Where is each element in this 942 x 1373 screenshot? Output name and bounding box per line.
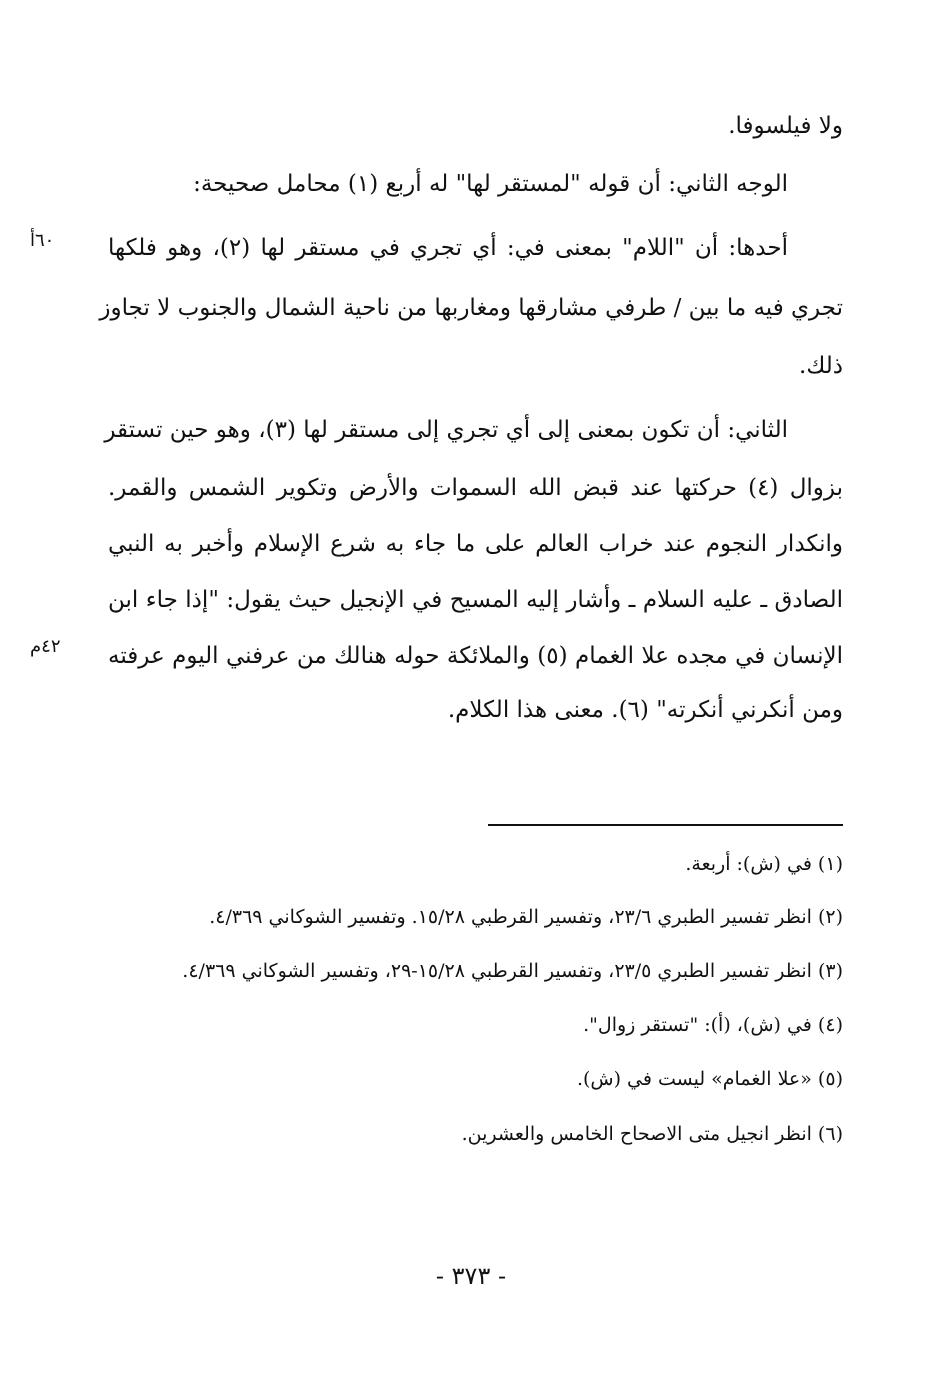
text-line: أحدها: أن "اللام" بمعنى في: أي تجري في مستقر لها (٢)، وهو فلكها <box>108 235 788 261</box>
footnote: (٣) انظر تفسير الطبري ٢٣/٥، وتفسير القرطبي ١٥/٢٨-٢٩، وتفسير الشوكاني ٤/٣٦٩. <box>182 960 843 982</box>
margin-note: ٤٢م <box>30 636 61 657</box>
margin-note: ٦٠أ <box>30 230 55 251</box>
text-line: وانكدار النجوم عند خراب العالم على ما جاء به شرع الإسلام وأخبر به النبي <box>108 531 843 557</box>
footnote: (٢) انظر تفسير الطبري ٢٣/٦، وتفسير القرطبي ١٥/٢٨. وتفسير الشوكاني ٤/٣٦٩. <box>209 906 843 928</box>
footnote: (٥) «علا الغمام» ليست في (ش). <box>576 1068 843 1090</box>
footnote: (٤) في (ش)، (أ): "تستقر زوال". <box>583 1014 843 1036</box>
text-line: ولا فيلسوفا. <box>728 113 843 139</box>
text-line: ومن أنكرني أنكرته" (٦). معنى هذا الكلام. <box>447 697 843 723</box>
text-line: الثاني: أن تكون بمعنى إلى أي تجري إلى مستقر لها (٣)، وهو حين تستقر <box>104 417 788 443</box>
text-line: تجري فيه ما بين / طرفي مشارقها ومغاربها من ناحية الشمال والجنوب لا تجاوز <box>99 295 843 321</box>
text-line: الصادق ـ عليه السلام ـ وأشار إليه المسيح في الإنجيل حيث يقول: "إذا جاء ابن <box>108 587 843 613</box>
page-number: - ٣٧٣ - <box>435 1262 507 1290</box>
text-line: بزوال (٤) حركتها عند قبض الله السموات والأرض وتكوير الشمس والقمر. <box>108 475 843 501</box>
footnote: (١) في (ش): أربعة. <box>685 853 843 875</box>
text-line: ذلك. <box>799 353 843 379</box>
footnote-separator <box>488 824 843 826</box>
footnote: (٦) انظر انجيل متى الاصحاح الخامس والعشرين. <box>461 1123 843 1145</box>
text-line: الإنسان في مجده علا الغمام (٥) والملائكة حوله هنالك من عرفني اليوم عرفته <box>108 643 843 669</box>
text-line: الوجه الثاني: أن قوله "لمستقر لها" له أربع (١) محامل صحيحة: <box>193 171 788 197</box>
